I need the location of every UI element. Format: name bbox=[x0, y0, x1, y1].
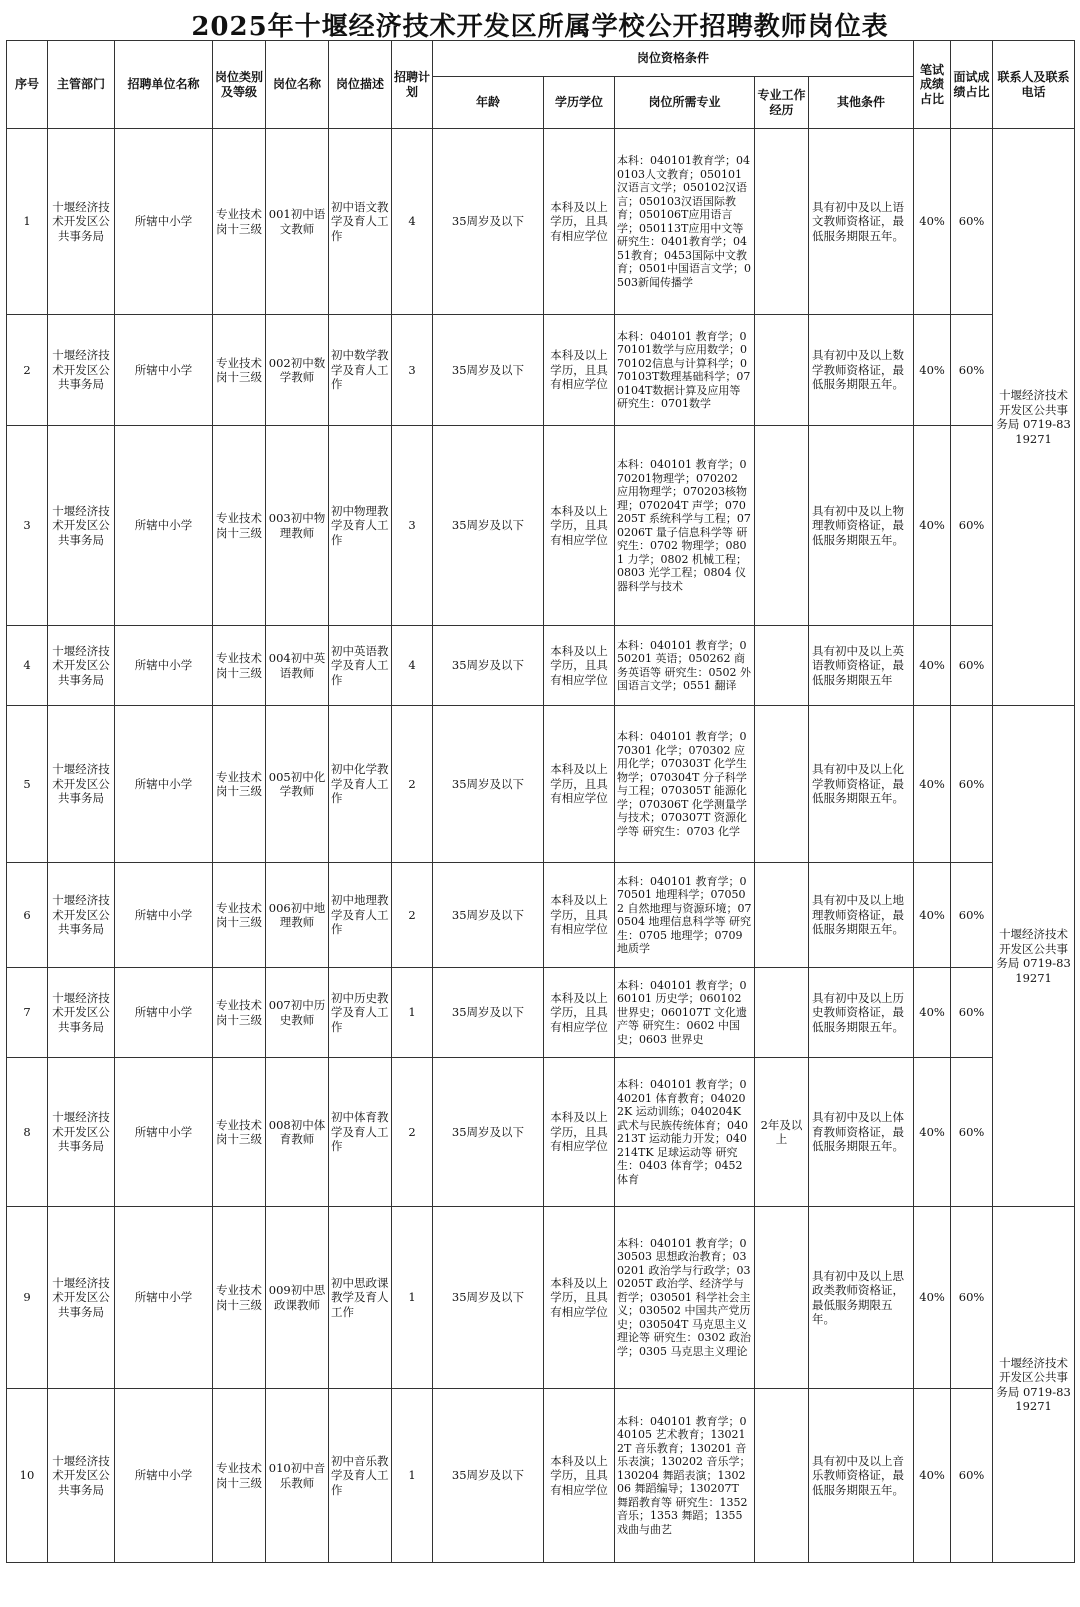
cell-edu: 本科及以上学历，且具有相应学位 bbox=[544, 129, 615, 315]
cell-interview: 60% bbox=[951, 706, 993, 863]
header-unit: 招聘单位名称 bbox=[115, 41, 213, 129]
cell-edu: 本科及以上学历，且具有相应学位 bbox=[544, 1207, 615, 1389]
cell-unit: 所辖中小学 bbox=[115, 426, 213, 626]
header-interview: 面试成绩占比 bbox=[951, 41, 993, 129]
cell-edu: 本科及以上学历，且具有相应学位 bbox=[544, 315, 615, 426]
cell-edu: 本科及以上学历，且具有相应学位 bbox=[544, 626, 615, 706]
cell-plan: 2 bbox=[392, 706, 433, 863]
cell-exp bbox=[755, 706, 809, 863]
recruitment-table bbox=[6, 40, 1075, 1563]
cell-seq: 8 bbox=[7, 1058, 48, 1207]
cell-other: 具有初中及以上化学教师资格证，最低服务期限五年。 bbox=[809, 706, 914, 863]
cell-category: 专业技术岗十三级 bbox=[213, 1058, 266, 1207]
cell-other: 具有初中及以上音乐教师资格证，最低服务期限五年。 bbox=[809, 1389, 914, 1563]
cell-dept: 十堰经济技术开发区公共事务局 bbox=[48, 968, 115, 1058]
cell-other: 具有初中及以上数学教师资格证，最低服务期限五年。 bbox=[809, 315, 914, 426]
cell-unit: 所辖中小学 bbox=[115, 706, 213, 863]
cell-post: 004初中英语教师 bbox=[266, 626, 329, 706]
cell-desc: 初中体育教学及育人工作 bbox=[329, 1058, 392, 1207]
cell-written: 40% bbox=[914, 968, 951, 1058]
cell-post: 001初中语文教师 bbox=[266, 129, 329, 315]
cell-major: 本科：040101 教育学；040201 体育教育；040202K 运动训练；040204K 武术与民族传统体育；040213T 运动能力开发；040214TK 足球运动等 研究生：0403 体育学；0452 体育 bbox=[615, 1058, 755, 1207]
cell-plan: 4 bbox=[392, 129, 433, 315]
cell-post: 007初中历史教师 bbox=[266, 968, 329, 1058]
cell-exp bbox=[755, 626, 809, 706]
cell-desc: 初中英语教学及育人工作 bbox=[329, 626, 392, 706]
cell-post: 002初中数学教师 bbox=[266, 315, 329, 426]
cell-dept: 十堰经济技术开发区公共事务局 bbox=[48, 1389, 115, 1563]
cell-dept: 十堰经济技术开发区公共事务局 bbox=[48, 315, 115, 426]
cell-exp bbox=[755, 1207, 809, 1389]
cell-edu: 本科及以上学历，且具有相应学位 bbox=[544, 706, 615, 863]
cell-dept: 十堰经济技术开发区公共事务局 bbox=[48, 1207, 115, 1389]
header-qual: 岗位资格条件 bbox=[433, 41, 914, 77]
table-row bbox=[7, 706, 1075, 863]
cell-desc: 初中物理教学及育人工作 bbox=[329, 426, 392, 626]
cell-age: 35周岁及以下 bbox=[433, 1389, 544, 1563]
cell-exp bbox=[755, 863, 809, 968]
cell-post: 010初中音乐教师 bbox=[266, 1389, 329, 1563]
cell-other: 具有初中及以上体育教师资格证，最低服务期限五年。 bbox=[809, 1058, 914, 1207]
cell-dept: 十堰经济技术开发区公共事务局 bbox=[48, 863, 115, 968]
cell-major: 本科：040101 教育学；040105 艺术教育；130212T 音乐教育；130201 音乐表演；130202 音乐学；130204 舞蹈表演；130206 舞蹈编导；130207T 舞蹈教育等 研究生：1352 音乐；1353 舞蹈；1355 戏曲与曲艺 bbox=[615, 1389, 755, 1563]
cell-unit: 所辖中小学 bbox=[115, 968, 213, 1058]
table-row bbox=[7, 1389, 1075, 1563]
cell-written: 40% bbox=[914, 1207, 951, 1389]
cell-category: 专业技术岗十三级 bbox=[213, 706, 266, 863]
cell-age: 35周岁及以下 bbox=[433, 426, 544, 626]
cell-exp: 2年及以上 bbox=[755, 1058, 809, 1207]
page-title: 2025年十堰经济技术开发区所属学校公开招聘教师岗位表 bbox=[191, 12, 889, 42]
cell-written: 40% bbox=[914, 426, 951, 626]
table-row bbox=[7, 315, 1075, 426]
cell-desc: 初中历史教学及育人工作 bbox=[329, 968, 392, 1058]
header-seq: 序号 bbox=[7, 41, 48, 129]
cell-post: 006初中地理教师 bbox=[266, 863, 329, 968]
cell-age: 35周岁及以下 bbox=[433, 1207, 544, 1389]
cell-dept: 十堰经济技术开发区公共事务局 bbox=[48, 129, 115, 315]
cell-written: 40% bbox=[914, 315, 951, 426]
cell-exp bbox=[755, 426, 809, 626]
cell-exp bbox=[755, 1389, 809, 1563]
cell-post: 009初中思政课教师 bbox=[266, 1207, 329, 1389]
cell-seq: 4 bbox=[7, 626, 48, 706]
header-other: 其他条件 bbox=[809, 77, 914, 129]
header-age: 年龄 bbox=[433, 77, 544, 129]
cell-unit: 所辖中小学 bbox=[115, 863, 213, 968]
cell-seq: 1 bbox=[7, 129, 48, 315]
cell-interview: 60% bbox=[951, 968, 993, 1058]
cell-age: 35周岁及以下 bbox=[433, 129, 544, 315]
cell-edu: 本科及以上学历，且具有相应学位 bbox=[544, 1058, 615, 1207]
cell-edu: 本科及以上学历，且具有相应学位 bbox=[544, 426, 615, 626]
cell-plan: 4 bbox=[392, 626, 433, 706]
cell-dept: 十堰经济技术开发区公共事务局 bbox=[48, 626, 115, 706]
header-exp: 专业工作经历 bbox=[755, 77, 809, 129]
cell-major: 本科：040101 教育学；030503 思想政治教育；030201 政治学与行政学；030205T 政治学、经济学与哲学；030501 科学社会主义；030502 中国共产党历史；030504T 马克思主义理论等 研究生：0302 政治学；0305 马克思主义理论 bbox=[615, 1207, 755, 1389]
cell-other: 具有初中及以上英语教师资格证，最低服务期限五年 bbox=[809, 626, 914, 706]
cell-seq: 6 bbox=[7, 863, 48, 968]
cell-desc: 初中思政课教学及育人工作 bbox=[329, 1207, 392, 1389]
cell-contact: 十堰经济技术开发区公共事务局 0719-8319271 bbox=[993, 706, 1075, 1207]
cell-major: 本科：040101 教育学；070201物理学；070202 应用物理学；070203核物理；070204T 声学；070205T 系统科学与工程；070206T 量子信息科学等 研究生：0702 物理学；0801 力学；0802 机械工程；0803 光学工程；0804 仪器科学与技术 bbox=[615, 426, 755, 626]
cell-category: 专业技术岗十三级 bbox=[213, 1389, 266, 1563]
cell-edu: 本科及以上学历，且具有相应学位 bbox=[544, 968, 615, 1058]
cell-interview: 60% bbox=[951, 1058, 993, 1207]
cell-unit: 所辖中小学 bbox=[115, 315, 213, 426]
cell-written: 40% bbox=[914, 1389, 951, 1563]
header-dept: 主管部门 bbox=[48, 41, 115, 129]
cell-dept: 十堰经济技术开发区公共事务局 bbox=[48, 426, 115, 626]
cell-desc: 初中语文教学及育人工作 bbox=[329, 129, 392, 315]
header-category: 岗位类别及等级 bbox=[213, 41, 266, 129]
cell-category: 专业技术岗十三级 bbox=[213, 129, 266, 315]
header-contact: 联系人及联系电话 bbox=[993, 41, 1075, 129]
cell-desc: 初中化学教学及育人工作 bbox=[329, 706, 392, 863]
cell-seq: 2 bbox=[7, 315, 48, 426]
cell-unit: 所辖中小学 bbox=[115, 1058, 213, 1207]
cell-plan: 3 bbox=[392, 426, 433, 626]
cell-category: 专业技术岗十三级 bbox=[213, 1207, 266, 1389]
table-row bbox=[7, 426, 1075, 626]
cell-seq: 7 bbox=[7, 968, 48, 1058]
header-post: 岗位名称 bbox=[266, 41, 329, 129]
cell-post: 008初中体育教师 bbox=[266, 1058, 329, 1207]
cell-major: 本科：040101 教育学；070301 化学；070302 应用化学；070303T 化学生物学；070304T 分子科学与工程；070305T 能源化学；070306T 化学测量学与技术；070307T 资源化学等 研究生：0703 化学 bbox=[615, 706, 755, 863]
cell-major: 本科：040101 教育学；070501 地理科学；070502 自然地理与资源环境；070504 地理信息科学等 研究生：0705 地理学；0709 地质学 bbox=[615, 863, 755, 968]
cell-plan: 2 bbox=[392, 863, 433, 968]
cell-contact: 十堰经济技术开发区公共事务局 0719-8319271 bbox=[993, 1207, 1075, 1563]
table-row bbox=[7, 968, 1075, 1058]
table-row bbox=[7, 863, 1075, 968]
cell-desc: 初中音乐教学及育人工作 bbox=[329, 1389, 392, 1563]
cell-seq: 10 bbox=[7, 1389, 48, 1563]
cell-age: 35周岁及以下 bbox=[433, 863, 544, 968]
cell-desc: 初中地理教学及育人工作 bbox=[329, 863, 392, 968]
cell-interview: 60% bbox=[951, 426, 993, 626]
cell-written: 40% bbox=[914, 1058, 951, 1207]
cell-other: 具有初中及以上地理教师资格证，最低服务期限五年。 bbox=[809, 863, 914, 968]
cell-exp bbox=[755, 315, 809, 426]
cell-other: 具有初中及以上语文教师资格证，最低服务期限五年。 bbox=[809, 129, 914, 315]
header-plan: 招聘计划 bbox=[392, 41, 433, 129]
cell-category: 专业技术岗十三级 bbox=[213, 626, 266, 706]
cell-unit: 所辖中小学 bbox=[115, 1389, 213, 1563]
header-desc: 岗位描述 bbox=[329, 41, 392, 129]
cell-exp bbox=[755, 129, 809, 315]
cell-age: 35周岁及以下 bbox=[433, 315, 544, 426]
table-row bbox=[7, 626, 1075, 706]
cell-interview: 60% bbox=[951, 863, 993, 968]
cell-plan: 1 bbox=[392, 968, 433, 1058]
cell-interview: 60% bbox=[951, 129, 993, 315]
cell-major: 本科：040101 教育学；050201 英语；050262 商务英语等 研究生：0502 外国语言文学；0551 翻译 bbox=[615, 626, 755, 706]
cell-age: 35周岁及以下 bbox=[433, 1058, 544, 1207]
cell-contact: 十堰经济技术开发区公共事务局 0719-8319271 bbox=[993, 129, 1075, 706]
cell-category: 专业技术岗十三级 bbox=[213, 426, 266, 626]
cell-post: 003初中物理教师 bbox=[266, 426, 329, 626]
cell-interview: 60% bbox=[951, 315, 993, 426]
cell-category: 专业技术岗十三级 bbox=[213, 968, 266, 1058]
table-row bbox=[7, 1207, 1075, 1389]
cell-plan: 2 bbox=[392, 1058, 433, 1207]
cell-dept: 十堰经济技术开发区公共事务局 bbox=[48, 1058, 115, 1207]
cell-edu: 本科及以上学历，且具有相应学位 bbox=[544, 863, 615, 968]
cell-seq: 5 bbox=[7, 706, 48, 863]
cell-desc: 初中数学教学及育人工作 bbox=[329, 315, 392, 426]
cell-major: 本科：040101 教育学；060101 历史学；060102 世界史；060107T 文化遗产等 研究生：0602 中国史；0603 世界史 bbox=[615, 968, 755, 1058]
cell-other: 具有初中及以上物理教师资格证，最低服务期限五年。 bbox=[809, 426, 914, 626]
cell-plan: 3 bbox=[392, 315, 433, 426]
cell-age: 35周岁及以下 bbox=[433, 968, 544, 1058]
cell-plan: 1 bbox=[392, 1207, 433, 1389]
cell-category: 专业技术岗十三级 bbox=[213, 315, 266, 426]
cell-written: 40% bbox=[914, 706, 951, 863]
table-row bbox=[7, 1058, 1075, 1207]
cell-written: 40% bbox=[914, 863, 951, 968]
cell-age: 35周岁及以下 bbox=[433, 626, 544, 706]
cell-major: 本科：040101 教育学；070101数学与应用数学；070102信息与计算科学；070103T数理基础科学；070104T数据计算及应用等 研究生：0701数学 bbox=[615, 315, 755, 426]
cell-interview: 60% bbox=[951, 1207, 993, 1389]
cell-dept: 十堰经济技术开发区公共事务局 bbox=[48, 706, 115, 863]
cell-interview: 60% bbox=[951, 1389, 993, 1563]
cell-interview: 60% bbox=[951, 626, 993, 706]
cell-post: 005初中化学教师 bbox=[266, 706, 329, 863]
cell-edu: 本科及以上学历，且具有相应学位 bbox=[544, 1389, 615, 1563]
cell-seq: 9 bbox=[7, 1207, 48, 1389]
cell-category: 专业技术岗十三级 bbox=[213, 863, 266, 968]
cell-age: 35周岁及以下 bbox=[433, 706, 544, 863]
header-major: 岗位所需专业 bbox=[615, 77, 755, 129]
cell-seq: 3 bbox=[7, 426, 48, 626]
header-written: 笔试成绩占比 bbox=[914, 41, 951, 129]
table-row bbox=[7, 129, 1075, 315]
cell-written: 40% bbox=[914, 129, 951, 315]
cell-major: 本科：040101教育学；040103人文教育；050101汉语言文学；050102汉语言；050103汉语国际教育；050106T应用语言学；050113T应用中文等 研究生：0401教育学；0451教育；0453国际中文教育；0501中国语言文学；0503新闻传播学 bbox=[615, 129, 755, 315]
cell-plan: 1 bbox=[392, 1389, 433, 1563]
cell-other: 具有初中及以上思政类教师资格证，最低服务期限五年。 bbox=[809, 1207, 914, 1389]
cell-other: 具有初中及以上历史教师资格证，最低服务期限五年。 bbox=[809, 968, 914, 1058]
cell-written: 40% bbox=[914, 626, 951, 706]
cell-unit: 所辖中小学 bbox=[115, 626, 213, 706]
cell-exp bbox=[755, 968, 809, 1058]
header-edu: 学历学位 bbox=[544, 77, 615, 129]
cell-unit: 所辖中小学 bbox=[115, 129, 213, 315]
cell-unit: 所辖中小学 bbox=[115, 1207, 213, 1389]
